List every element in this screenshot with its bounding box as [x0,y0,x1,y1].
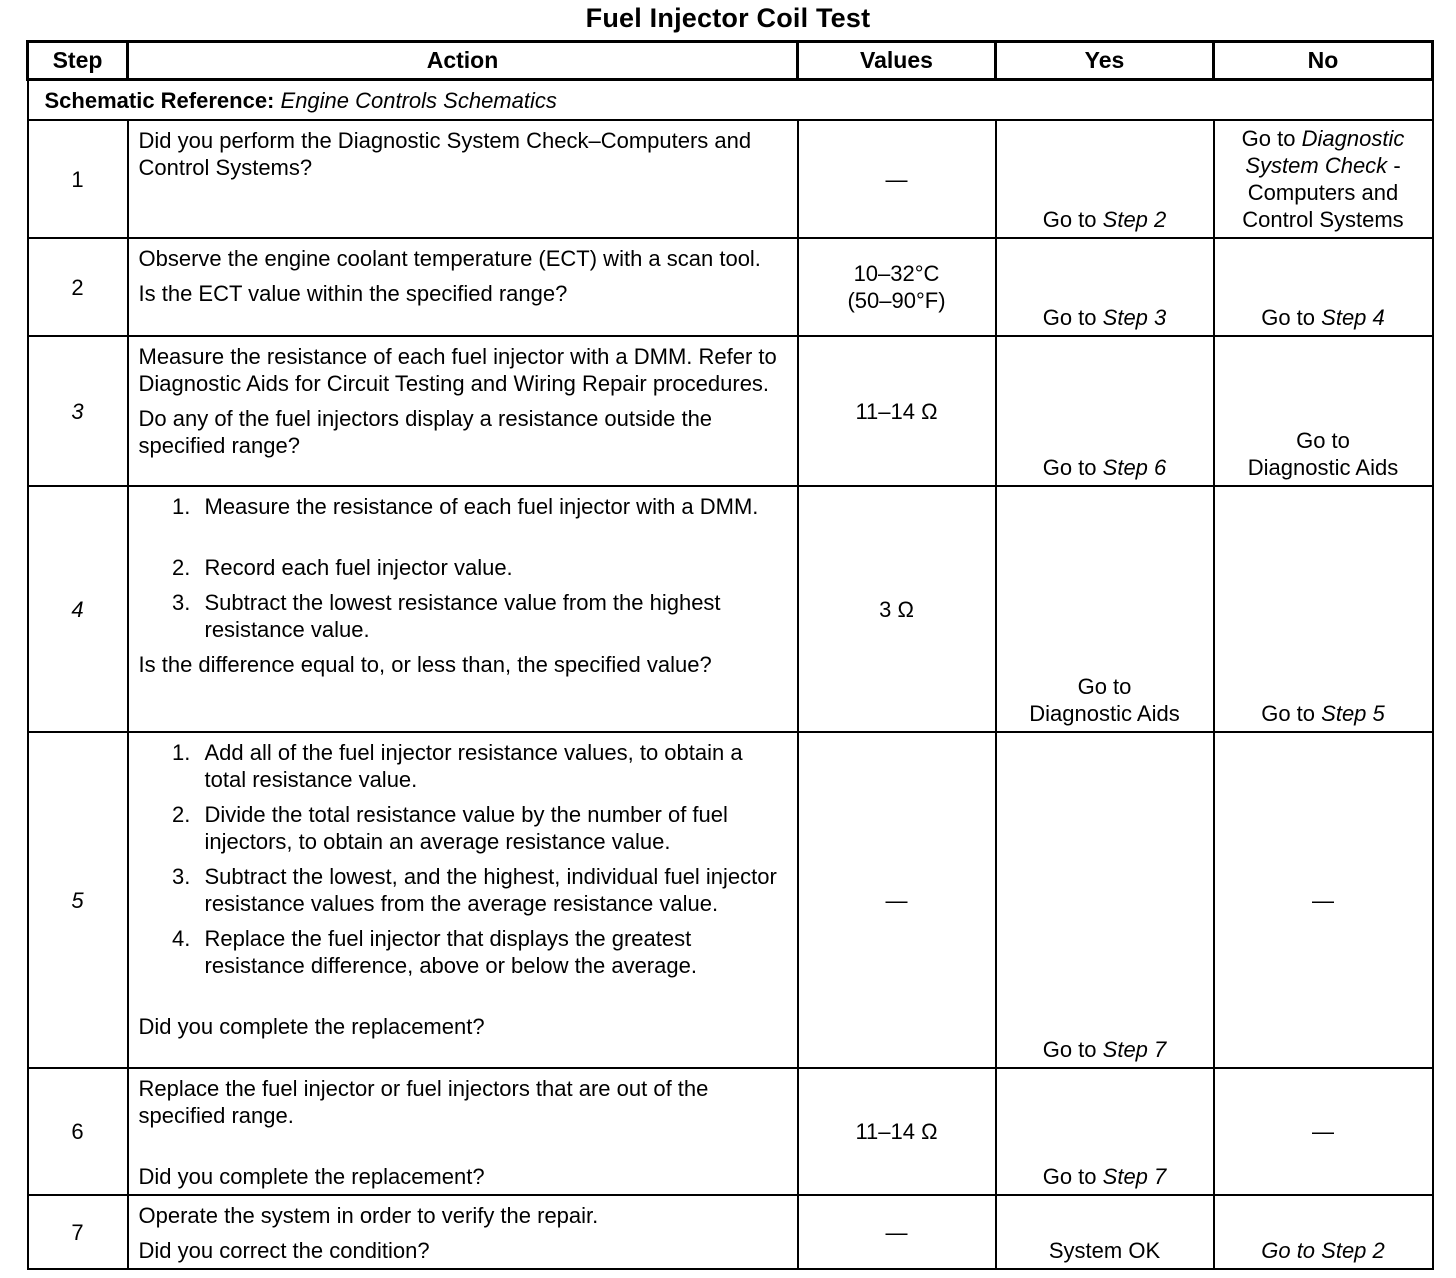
step-number: 7 [28,1195,128,1269]
no-cell: Go to Step 5 [1214,486,1433,732]
yes-cell: Go to Step 6 [996,336,1214,486]
list-item: 1. Add all of the fuel injector resistance values, to obtain a total resistance value. [197,739,787,793]
diagnostic-table [26,40,1434,1270]
header-no: No [1214,42,1433,80]
header-yes: Yes [996,42,1214,80]
list-item: 1. Measure the resistance of each fuel injector with a DMM. [197,493,787,520]
question-text: Did you complete the replacement? [138,1164,485,1189]
header-values: Values [798,42,996,80]
action-text: Did you perform the Diagnostic System Check–Computers and Control Systems? [138,128,752,180]
schematic-reference [28,80,1433,121]
no-cell [1214,1195,1433,1269]
action-text: Observe the engine coolant temperature (ECT) with a scan tool. [138,246,761,271]
page-title: Fuel Injector Coil Test [585,3,871,33]
yes-cell: Go to Diagnostic Aids [996,486,1214,732]
schematic-reference-link[interactable]: Engine Controls Schematics [280,87,557,113]
step-link[interactable]: Step 6 [1102,455,1167,480]
values-cell: 3 Ω [798,486,996,732]
action-cell [128,1195,798,1269]
table-row [28,486,1433,732]
step-number: 5 [28,732,128,1068]
action-text: Replace the fuel injector or fuel injectors that are out of the specified range. [138,1076,709,1128]
values-cell: — [798,732,996,1068]
step-link[interactable]: Step 5 [1321,701,1385,726]
question-text: Is the ECT value within the specified range? [138,281,568,306]
table-row [28,120,1433,238]
yes-cell: Go to Step 7 [996,732,1214,1068]
list-item: 4. Replace the fuel injector that displays the greatest resistance difference, above or below the average. [197,925,787,979]
step-link[interactable]: Step 7 [1102,1037,1167,1062]
action-cell [128,120,798,238]
header-step: Step [28,42,128,80]
no-cell: Go to Step 4 [1214,238,1433,336]
table-row [28,1068,1433,1195]
question-text: Did you complete the replacement? [138,1014,485,1039]
no-cell: — [1214,732,1433,1068]
list-item: 2. Record each fuel injector value. [197,554,787,581]
question-text: Did you correct the condition? [138,1238,430,1263]
procedure-list [139,739,787,979]
table-row [28,238,1433,336]
values-cell: — [798,120,996,238]
step-number: 1 [28,120,128,238]
question-text: Is the difference equal to, or less than, the specified value? [138,652,712,677]
action-cell [128,336,798,486]
yes-cell: Go to Step 7 [996,1068,1214,1195]
list-item: 3. Subtract the lowest resistance value from the highest resistance value. [197,589,787,643]
yes-cell: System OK [996,1195,1214,1269]
step-link[interactable]: Step 2 [1102,207,1167,232]
header-action: Action [128,42,798,80]
list-item: 2. Divide the total resistance value by the number of fuel injectors, to obtain an average resistance value. [197,801,787,855]
question-text: Do any of the fuel injectors display a resistance outside the specified range? [138,406,713,458]
step-number: 2 [28,238,128,336]
step-number: 6 [28,1068,128,1195]
action-text: Measure the resistance of each fuel injector with a DMM. Refer to Diagnostic Aids for Circuit Testing and Wiring Repair procedures. [138,344,777,396]
yes-cell: Go to Step 3 [996,238,1214,336]
values-cell: 11–14 Ω [798,336,996,486]
action-cell [128,486,798,732]
step-link[interactable]: Step 7 [1102,1164,1167,1189]
no-cell: Go to Diagnostic System Check - Computers and Control Systems [1214,120,1433,238]
diagnostic-system-check-link[interactable]: Diagnostic System Check [1245,126,1405,178]
procedure-list [139,493,787,643]
no-cell: — [1214,1068,1433,1195]
values-cell: — [798,1195,996,1269]
header-row [28,42,1433,80]
action-text: Operate the system in order to verify the repair. [138,1203,599,1228]
step-number: 4 [28,486,128,732]
table-row [28,1195,1433,1269]
table-row [28,336,1433,486]
step-link[interactable]: Step 3 [1102,305,1167,330]
action-cell [128,1068,798,1195]
step-number: 3 [28,336,128,486]
values-cell: 10–32°C (50–90°F) [798,238,996,336]
step-link[interactable]: Go to Step 2 [1261,1238,1385,1263]
schematic-reference-row [28,80,1433,121]
diagnostic-aids-link[interactable]: Diagnostic Aids [1247,455,1399,480]
action-cell [128,732,798,1068]
diagnostic-aids-link[interactable]: Diagnostic Aids [1029,701,1180,726]
no-cell: Go to Diagnostic Aids [1214,336,1433,486]
table-row [28,732,1433,1068]
step-link[interactable]: Step 4 [1321,305,1385,330]
values-cell: 11–14 Ω [798,1068,996,1195]
action-cell [128,238,798,336]
yes-cell: Go to Step 2 [996,120,1214,238]
list-item: 3. Subtract the lowest, and the highest, individual fuel injector resistance values from the average resistance value. [197,863,787,917]
schematic-reference-label: Schematic Reference: [44,87,275,113]
